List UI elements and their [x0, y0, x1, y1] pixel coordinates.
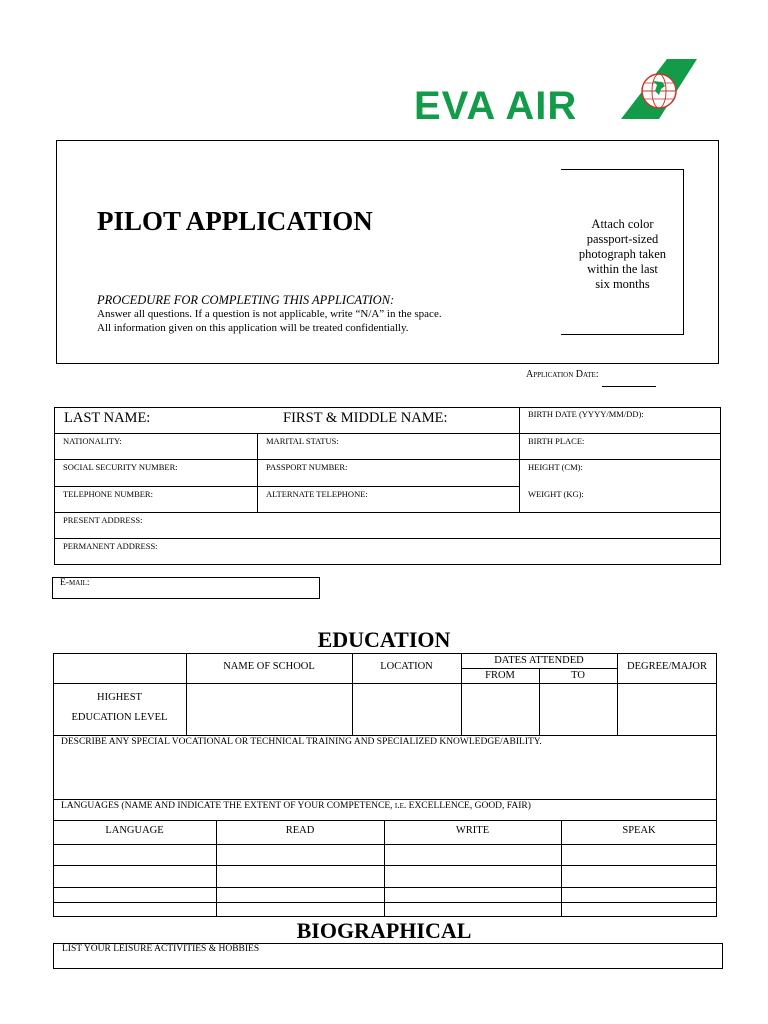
- languages-post: EXCELLENCE, GOOD, FAIR): [408, 801, 531, 811]
- photo-note-line: within the last: [587, 262, 658, 276]
- telephone-field[interactable]: TELEPHONE NUMBER:: [63, 489, 153, 499]
- row-highest-label: [53, 688, 186, 728]
- birth-place-field[interactable]: BIRTH PLACE:: [528, 436, 585, 446]
- photo-placeholder[interactable]: [565, 217, 680, 292]
- email-box[interactable]: [52, 577, 320, 599]
- col-location-header: LOCATION: [380, 661, 433, 672]
- present-address-field[interactable]: PRESENT ADDRESS:: [63, 515, 143, 525]
- page-title: PILOT APPLICATION: [97, 206, 373, 236]
- height-field[interactable]: HEIGHT (CM):: [528, 462, 583, 472]
- last-name-field[interactable]: LAST NAME:: [64, 410, 151, 426]
- passport-field[interactable]: PASSPORT NUMBER:: [266, 462, 348, 472]
- photo-note-line: photograph taken: [578, 247, 667, 261]
- row-highest-line-2: EDUCATION LEVEL: [71, 712, 168, 723]
- languages-pre: LANGUAGES (NAME AND INDICATE THE EXTENT OF YOUR COMPETENCE,: [61, 801, 393, 811]
- marital-status-field[interactable]: MARITAL STATUS:: [266, 436, 339, 446]
- photo-note-line: six months: [595, 277, 650, 291]
- row-highest-line-1: HIGHEST: [97, 692, 142, 703]
- application-date-label: Application Date:: [526, 369, 599, 380]
- leisure-label: LIST YOUR LEISURE ACTIVITIES & HOBBIES: [62, 944, 260, 954]
- globe-emblem-icon: [621, 59, 697, 119]
- alt-telephone-field[interactable]: ALTERNATE TELEPHONE:: [266, 489, 368, 499]
- eva-air-logo-text: EVA AIR: [414, 84, 578, 128]
- col-to-header: TO: [571, 670, 585, 681]
- languages-ie: i.e.: [394, 801, 407, 811]
- email-label: E-mail:: [60, 578, 90, 588]
- lang-col-language: LANGUAGE: [105, 825, 164, 836]
- application-date-field[interactable]: [602, 386, 656, 387]
- lang-col-read: READ: [285, 825, 315, 836]
- first-middle-name-field[interactable]: FIRST & MIDDLE NAME:: [283, 410, 448, 426]
- col-school-header: NAME OF SCHOOL: [223, 661, 315, 672]
- lang-col-write: WRITE: [455, 825, 490, 836]
- special-training-label: DESCRIBE ANY SPECIAL VOCATIONAL OR TECHNICAL TRAINING AND SPECIALIZED KNOWLEDGE/ABILITY.: [61, 737, 542, 747]
- photo-note-line: passport-sized: [586, 232, 659, 246]
- weight-field[interactable]: WEIGHT (KG):: [528, 489, 584, 499]
- col-degree-header: DEGREE/MAJOR: [627, 661, 707, 672]
- procedure-line-2: All information given on this application will be treated confidentially.: [97, 322, 409, 334]
- photo-note-line: Attach color: [591, 217, 654, 231]
- permanent-address-field[interactable]: PERMANENT ADDRESS:: [63, 541, 158, 551]
- education-title: EDUCATION: [317, 627, 451, 652]
- procedure-line-1: Answer all questions. If a question is not applicable, write “N/A” in the space.: [97, 308, 442, 320]
- ssn-field[interactable]: SOCIAL SECURITY NUMBER:: [63, 462, 178, 472]
- lang-col-speak: SPEAK: [622, 825, 656, 836]
- col-from-header: FROM: [485, 670, 515, 681]
- col-dates-header: DATES ATTENDED: [494, 655, 584, 666]
- birth-date-field[interactable]: BIRTH DATE (YYYY/MM/DD):: [528, 409, 644, 419]
- nationality-field[interactable]: NATIONALITY:: [63, 436, 122, 446]
- procedure-heading: PROCEDURE FOR COMPLETING THIS APPLICATION:: [97, 293, 395, 307]
- biographical-title: BIOGRAPHICAL: [296, 918, 472, 943]
- languages-label: [61, 801, 531, 811]
